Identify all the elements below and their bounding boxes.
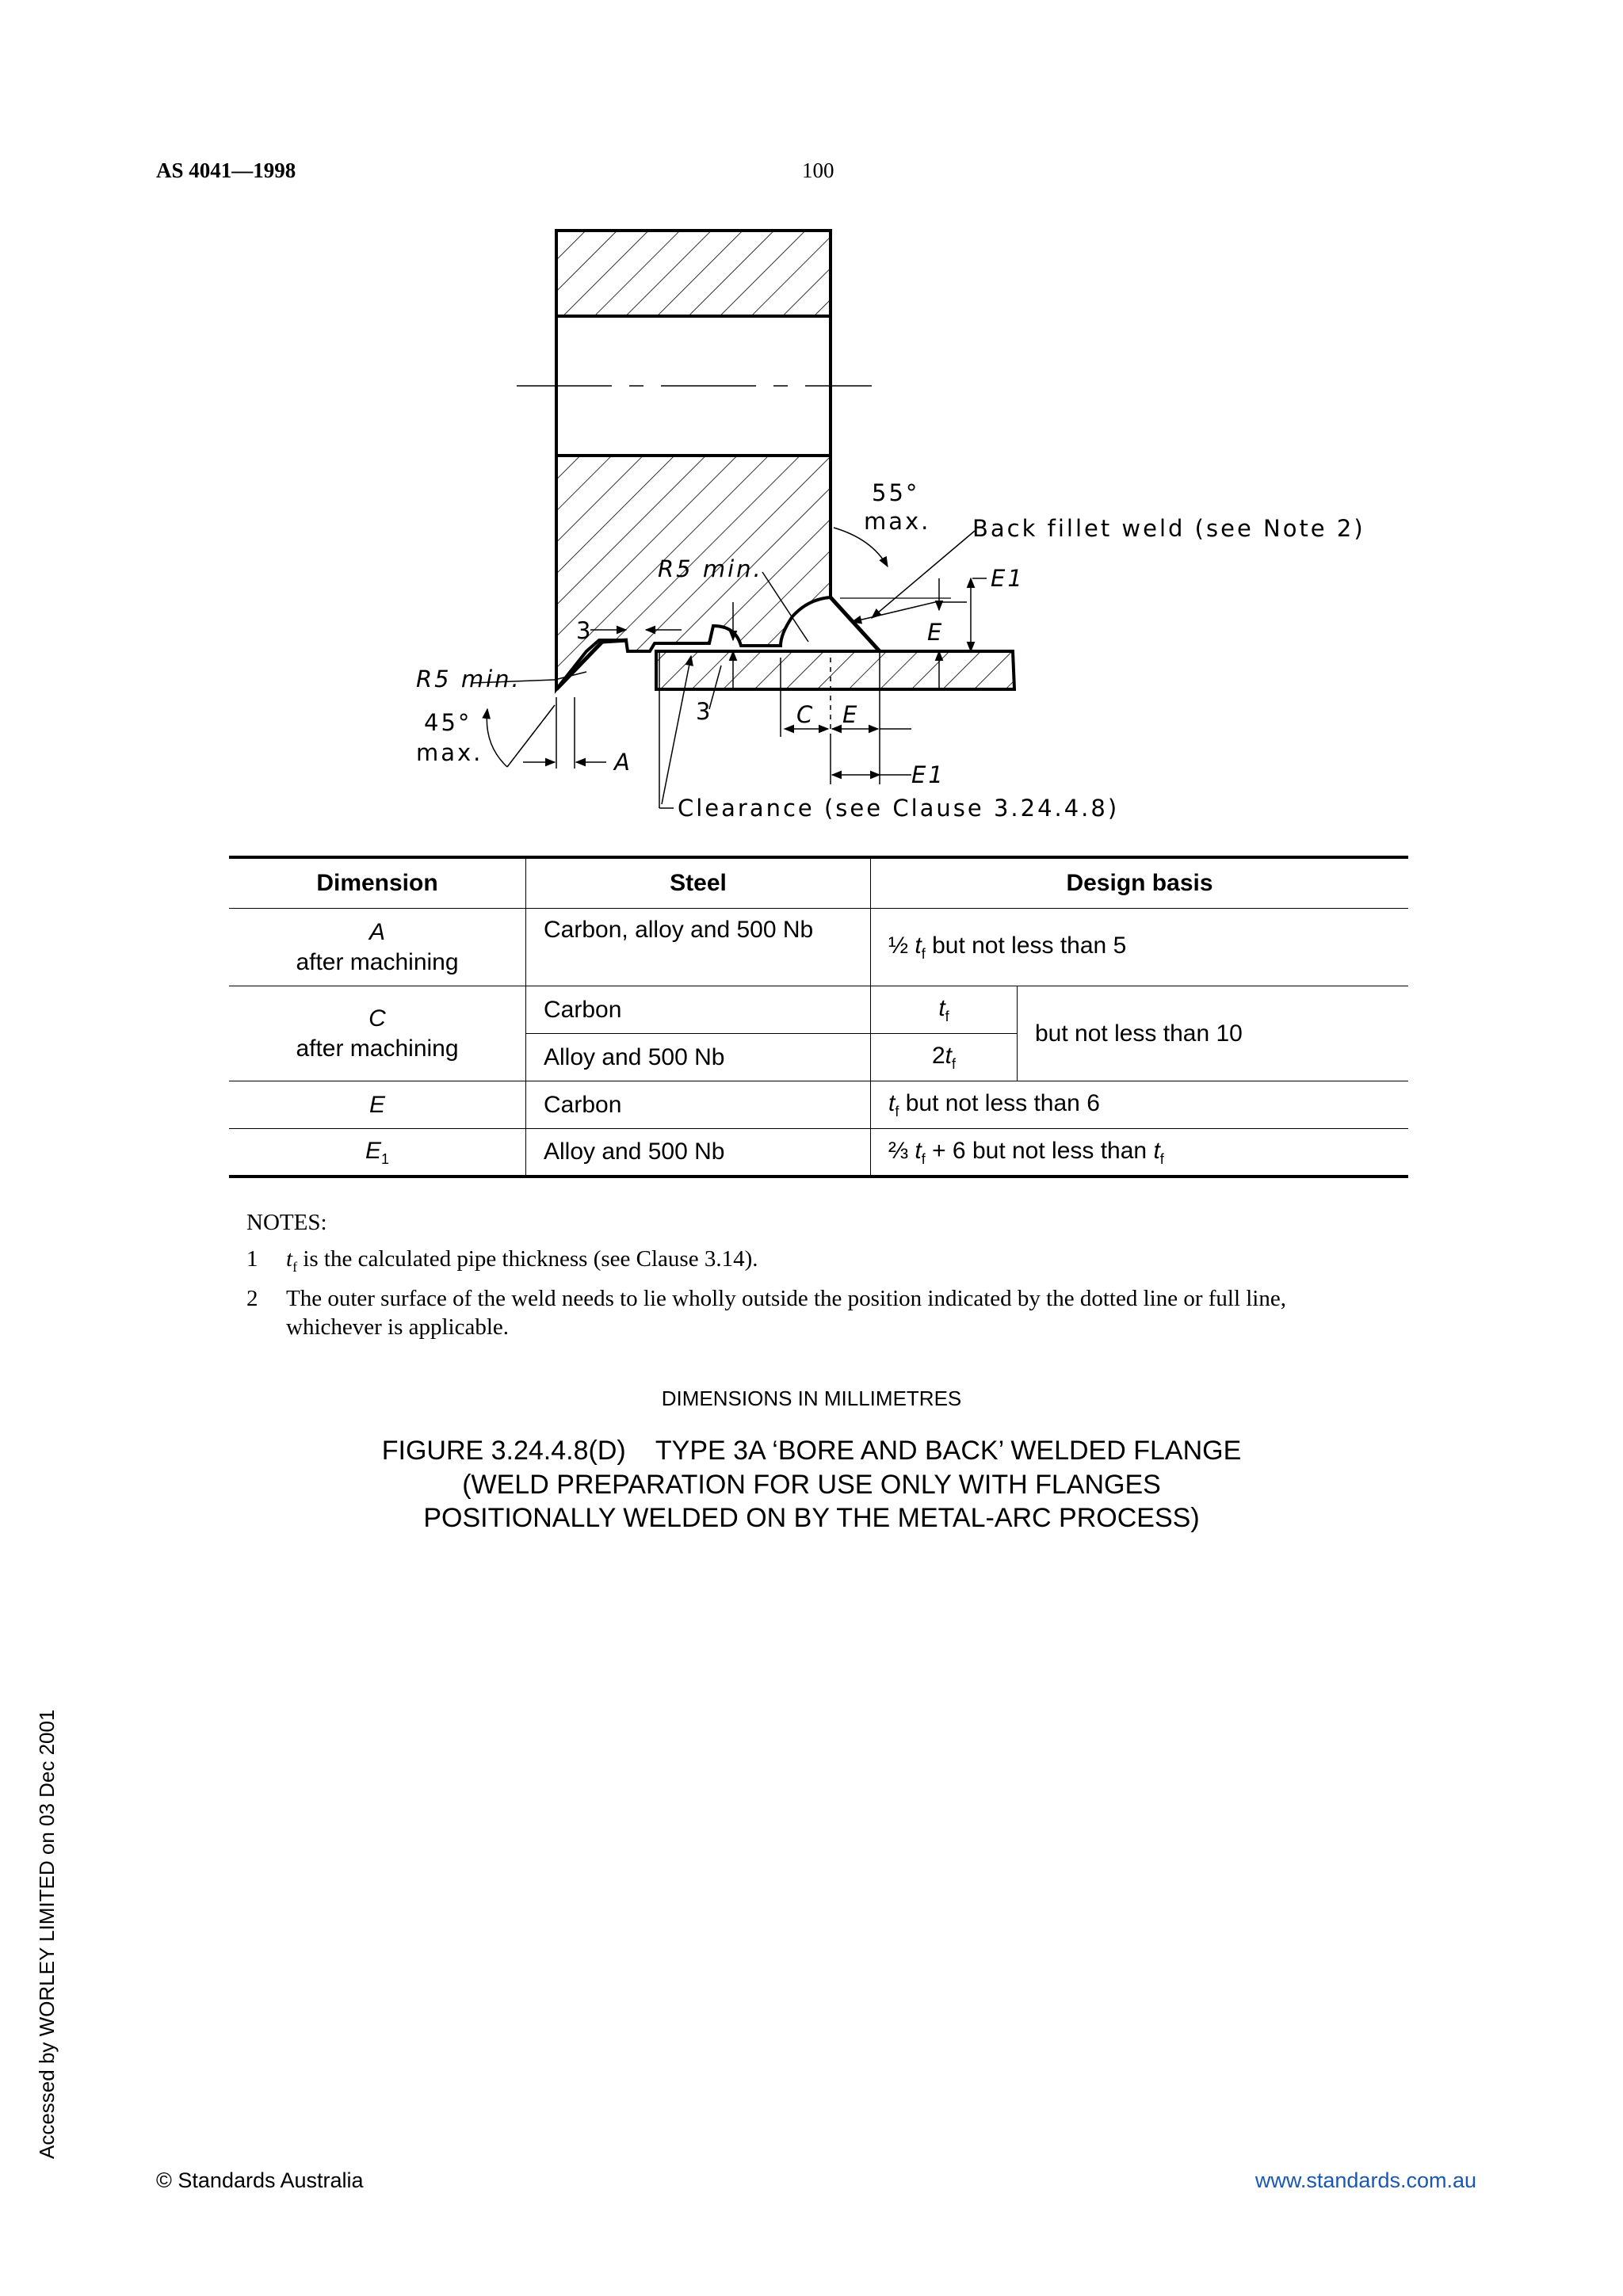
angle-45-label: 45° <box>424 709 472 736</box>
dim-c-symbol: C <box>369 1005 386 1032</box>
pipe-section <box>656 651 1014 689</box>
steel-c2-cell: Alloy and 500 Nb <box>526 1034 871 1081</box>
e-lower-label: E <box>842 701 860 728</box>
notes-heading: NOTES: <box>246 1210 327 1235</box>
note-number: 2 <box>246 1285 258 1311</box>
table-header-row <box>229 857 1408 909</box>
note-2-text: The outer surface of the weld needs to lie wholly outside the position indicated by the dotted line or full line, whichever is applicable. <box>286 1285 1286 1340</box>
e1-bottom-label: E1 <box>911 761 945 788</box>
t-subscript: f <box>921 1150 926 1167</box>
t-symbol: t <box>915 1137 922 1164</box>
t-subscript: f <box>945 1009 949 1025</box>
dim-a-symbol: A <box>369 919 385 945</box>
access-watermark: Accessed by WORLEY LIMITED on 03 Dec 2001 <box>35 1709 59 2159</box>
standard-id: AS 4041—1998 <box>156 158 296 182</box>
header-dimension: Dimension <box>229 857 526 909</box>
t-symbol: t <box>915 933 922 959</box>
e1-top-label: E1 <box>991 565 1025 592</box>
clearance-label: Clearance (see Clause 3.24.4.8) <box>678 795 1120 822</box>
t-symbol: t <box>945 1043 952 1070</box>
basis-a-cell <box>871 909 1409 986</box>
dim-c-cell <box>229 986 526 1081</box>
note-t-symbol: t <box>286 1246 293 1272</box>
flange-weld-drawing <box>0 0 1623 840</box>
steel-a-cell: Carbon, alloy and 500 Nb <box>526 909 871 986</box>
basis-c-tail-cell: but not less than 10 <box>1018 986 1409 1081</box>
dim-3-lower-label: 3 <box>696 698 713 725</box>
t-subscript: f <box>895 1104 899 1120</box>
t-symbol: t <box>1153 1137 1160 1164</box>
notes-section <box>246 1208 1380 1349</box>
angle-55-max-label: max. <box>864 508 931 535</box>
note-1-text: is the calculated pipe thickness (see Clause 3.14). <box>297 1246 758 1272</box>
basis-e1-text: + 6 but not less than <box>932 1137 1148 1164</box>
basis-a-fraction: ½ <box>888 933 909 959</box>
dim-c-note: after machining <box>296 1035 459 1062</box>
weld-profile-back <box>831 597 880 651</box>
dim-a-cell <box>229 909 526 986</box>
flange-upper-section <box>556 231 831 316</box>
basis-e1-fraction: ⅔ <box>888 1137 909 1164</box>
t-subscript: f <box>921 946 926 963</box>
angle-45-max-label: max. <box>416 739 483 766</box>
dimension-table <box>229 856 1408 1178</box>
header-design-basis: Design basis <box>871 857 1409 909</box>
a-label: A <box>614 749 632 776</box>
dim-e1-cell <box>229 1129 526 1177</box>
basis-c2-cell <box>871 1034 1018 1081</box>
table-row <box>229 986 1408 1034</box>
basis-e-text: but not less than 6 <box>905 1090 1100 1117</box>
dim-e1-subscript: 1 <box>381 1150 390 1167</box>
angle-55-label: 55° <box>872 479 920 506</box>
basis-a-text: but not less than 5 <box>932 933 1127 959</box>
table-row <box>229 909 1408 986</box>
dim-a-note: after machining <box>296 948 459 975</box>
copyright-footer: © Standards Australia <box>156 2168 364 2192</box>
note-number: 1 <box>246 1246 258 1272</box>
note-text <box>286 1245 758 1276</box>
e-label: E <box>927 619 945 646</box>
basis-c2-coef: 2 <box>931 1043 945 1070</box>
caption-line-2: (WELD PREPARATION FOR USE ONLY WITH FLANGES <box>462 1469 1161 1500</box>
steel-c1-cell: Carbon <box>526 986 871 1034</box>
basis-e-cell <box>871 1081 1409 1129</box>
steel-e1-cell: Alloy and 500 Nb <box>526 1129 871 1177</box>
t-subscript: f <box>952 1056 957 1073</box>
basis-c1-cell <box>871 986 1018 1034</box>
figure-caption <box>0 1434 1623 1535</box>
c-label: C <box>796 701 815 728</box>
dim-e-cell <box>229 1081 526 1129</box>
table-row <box>229 1081 1408 1129</box>
page-number: 100 <box>802 158 834 182</box>
radius-outer-label: R5 min. <box>416 666 521 692</box>
t-subscript: f <box>1159 1150 1164 1167</box>
caption-line-1: FIGURE 3.24.4.8(D) TYPE 3A ‘BORE AND BACK’ WELDED FLANGE <box>381 1436 1242 1466</box>
note-item <box>246 1245 1380 1276</box>
website-link[interactable]: www.standards.com.au <box>1254 2168 1476 2192</box>
caption-line-3: POSITIONALLY WELDED ON BY THE METAL-ARC PROCESS) <box>423 1503 1200 1533</box>
dim-3-upper-label: 3 <box>576 617 594 644</box>
radius-inner-label: R5 min. <box>658 555 763 582</box>
note-item <box>246 1284 1380 1342</box>
header-steel: Steel <box>526 857 871 909</box>
dim-e1-symbol: E <box>365 1137 381 1164</box>
basis-e1-cell <box>871 1129 1409 1177</box>
table-row <box>229 1129 1408 1177</box>
steel-e-cell: Carbon <box>526 1081 871 1129</box>
dimensions-label: DIMENSIONS IN MILLIMETRES <box>661 1386 962 1410</box>
t-symbol: t <box>938 995 945 1022</box>
note-t-subscript: f <box>292 1259 298 1276</box>
back-fillet-weld-label: Back fillet weld (see Note 2) <box>972 515 1365 542</box>
t-symbol: t <box>888 1090 896 1117</box>
dim-e-symbol: E <box>369 1091 385 1118</box>
